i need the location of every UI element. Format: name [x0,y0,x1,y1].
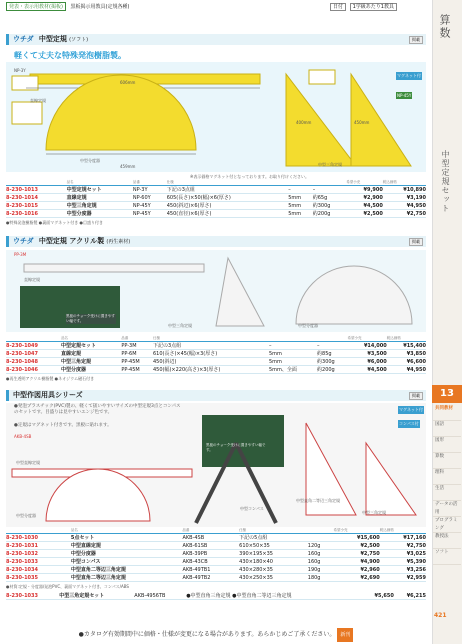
col-header: 希望小売 [348,336,387,342]
category-tag-2: 黒板掲示用教具(定規各種) [70,4,130,10]
product-spec: ●中型直角三角定規 ●中型直角二等辺三角定規 [186,592,361,600]
label-triangle: 中型三角定規 [318,162,342,167]
product-weight: 160g [308,558,334,566]
table-row [6,558,426,566]
product-attr: – [269,342,317,350]
footnote: ●特殊発泡樹脂製 ●裏面マグネット付き ●目盛り付き [6,220,103,225]
product-spec: 610(長さ)×45(幅)×3(厚さ) [153,350,269,358]
protractor-shape [296,266,412,324]
product-name: 中型三角定規 [61,358,121,366]
price-tax: ¥6,600 [387,358,426,366]
label-compass: 中型コンパス [240,506,264,511]
label-protractor: 中型分度器 [80,158,100,163]
product-attr: 5mm [288,202,313,210]
product-weight: 120g [308,542,334,550]
section-header [6,34,426,45]
side-menu-item[interactable]: プログラミング [433,517,461,533]
product-name: 中型分度器 [67,210,133,218]
product-name: 中型直線定規 [71,542,183,550]
order-number: 8-230-1014 [6,194,67,202]
table-row [6,592,426,600]
product-name: 直線定規 [67,194,133,202]
product-code: NP-45Y [133,202,167,210]
product-spec: 450(斜辺) [153,358,269,366]
category-tag: 発表・表示用教材(掲板) [6,2,66,11]
product-code: PP-45M [121,358,153,366]
order-number: 8-230-1013 [6,186,67,194]
straight-ruler-shape [24,264,204,272]
price: ¥6,000 [348,358,387,366]
order-number: 8-230-1031 [6,542,71,550]
product-attr: 5mm [269,350,317,358]
product-name: 5点セット [71,534,183,542]
price: ¥4,900 [334,558,380,566]
product-code: PP-6M [121,350,153,358]
col-header: 仕様 [167,180,289,186]
price-tax: ¥3,850 [387,350,426,358]
product-spec: 下記の5点組 [239,534,308,542]
price: ¥5,650 [362,592,394,600]
price: ¥2,750 [334,550,380,558]
price-tax: ¥6,215 [394,592,426,600]
label-triangle: 中型三角定規 [168,323,192,328]
product-weight: 約300g [313,202,347,210]
price: ¥2,500 [346,210,383,218]
dim-straight: 606mm [120,80,136,85]
section-header [6,236,426,247]
price: ¥15,600 [334,534,380,542]
spec-table-3 [6,528,426,582]
product-spec: 450(直径)×6(厚さ) [167,210,289,218]
brand-logo: ウチダ [13,237,34,245]
spec-table-2 [6,336,426,374]
order-number: 8-230-1033 [6,592,59,600]
price: ¥14,000 [348,342,387,350]
spec-table-1 [6,180,426,218]
top-right-tags [330,3,399,10]
section-suffix: (再生素材) [106,239,131,245]
product-code: NP-45Y [133,210,167,218]
brand-logo: ウチダ [13,35,34,43]
col-header: 仕様 [153,336,269,342]
product-attr: 5mm、全面 [269,366,317,374]
price-tax: ¥4,950 [387,366,426,374]
table-row [6,194,426,202]
price: ¥3,500 [348,350,387,358]
price-tax: ¥5,390 [380,558,426,566]
price-tax: ¥2,750 [383,210,426,218]
product-weight: – [313,186,347,194]
product-weight: – [317,342,348,350]
product-spec: 610×50×35 [239,542,308,550]
product-code: AKB-4956TB [134,592,186,600]
product-code: AKB-43CB [182,558,239,566]
side-menu-item[interactable]: ソフト [433,549,461,565]
product-spec: 430×280×35 [239,566,308,574]
table-row [6,342,426,350]
code-label: AKB-4SB [14,434,32,439]
chapter-number: 13 [432,385,462,403]
col-header: 品名 [71,528,183,534]
order-number: 8-230-1034 [6,566,71,574]
table-row [6,542,426,550]
spec-table-extra [6,592,426,600]
order-number: 8-230-1049 [6,342,61,350]
triangle-callout-box [309,70,335,84]
product-code: AKB-61SB [182,542,239,550]
price: ¥2,690 [334,574,380,582]
product-weight: 約200g [313,210,347,218]
product-spec: 450(斜辺)×6(厚さ) [167,202,289,210]
magnet-badge: マグネット付 [397,73,421,78]
dim-triangle-2: 450mm [354,120,370,125]
feature-1: ●発泡プラスチック(PVC)製の、軽くて扱いやすいサイズの中型定規3点とコンパスのセットです。目盛りは見やすいエンジ色です。 [14,404,181,415]
date-tag: 日付 [330,3,346,11]
soft-rulers-illustration [6,62,426,172]
label-straight: 直線定規 [24,277,40,282]
code-label: NP-3Y [14,68,26,73]
col-header: 希望小売 [346,180,383,186]
side-menu-item[interactable]: 共同教材 [433,405,461,421]
protractor-shape [46,75,196,150]
price-tax: ¥10,890 [383,186,426,194]
price-tax: ¥17,160 [380,534,426,542]
col-header: 品番 [121,336,153,342]
col-header: 品番 [182,528,239,534]
protractor-callout-box [12,102,42,124]
price-tax: ¥3,025 [380,550,426,558]
price: ¥2,500 [334,542,380,550]
product-code: AKB-49TB1 [182,566,239,574]
section-header [6,390,426,401]
callout-note: 黒板のチョーク受けに置きやすい幅です。 [66,314,115,323]
col-header: 希望小売 [334,528,380,534]
feature-2: ●定規はマグネット付きです。黒板に貼れます。 [14,423,112,428]
price: ¥4,500 [348,366,387,374]
table-row [6,186,426,194]
table-row [6,358,426,366]
section-drawing-tools [6,390,426,401]
side-menu-item[interactable]: 教授法 [433,533,461,549]
product-attr: – [288,186,313,194]
order-number: 8-230-1048 [6,358,61,366]
price-tax: ¥4,950 [383,202,426,210]
price: ¥2,960 [334,566,380,574]
product-weight: 約85g [317,350,348,358]
side-menu [433,405,461,565]
product-name: 中型直角二等辺三角定規 [71,574,183,582]
product-name: 中型分度器 [61,366,121,374]
product-image-area [6,62,426,172]
product-attr: 5mm [288,210,313,218]
product-code: NP-60Y [133,194,167,202]
product-code: PP-45M [121,366,153,374]
product-name: 中型直角二等辺三角定規 [71,566,183,574]
product-name: 直線定規 [61,350,121,358]
product-spec: 下記の3点組 [167,186,289,194]
col-header: 税込価格 [387,336,426,342]
page-number: 421 [434,612,447,619]
top-tags [6,2,129,11]
table-row [6,550,426,558]
product-code: NP-3Y [133,186,167,194]
magnet-badge: マグネット付 [399,407,423,412]
product-name: 中型定規セット [67,186,133,194]
table-row [6,350,426,358]
product-spec: 390×195×35 [239,550,308,558]
label-tri2: 中型三角定規 [362,510,386,515]
product-code: AKB-39PB [182,550,239,558]
label-straight: 直線定規 [30,98,46,103]
order-number: 8-230-1047 [6,350,61,358]
col-header: 税込価格 [383,180,426,186]
product-weight [308,534,334,542]
side-title: 算数 [438,14,451,40]
side-menu-item[interactable]: 理科 [433,469,461,485]
col-header: 品名 [67,180,133,186]
product-weight: 160g [308,550,334,558]
page-tag: 掲載 [409,36,423,44]
col-header: 仕様 [239,528,308,534]
col-header: 税込価格 [380,528,426,534]
product-name: 中型三角定規 [67,202,133,210]
product-code: PP-3M [121,342,153,350]
table-row [6,366,426,374]
product-spec: 430×180×40 [239,558,308,566]
label-protractor: 中型分度器 [298,323,318,328]
section-soft-rulers [6,34,426,45]
footer [0,628,432,644]
product-weight: 180g [308,574,334,582]
price: ¥4,500 [346,202,383,210]
triangle-shape-2 [366,443,416,515]
order-number: 8-230-1032 [6,550,71,558]
label-protractor: 中型分度器 [16,513,36,518]
product-name: 中型三角定規セット [59,592,134,600]
order-number: 8-230-1030 [6,534,71,542]
price-tax: ¥3,190 [383,194,426,202]
dim-protractor: 459mm [120,164,136,169]
product-spec: 605(長さ)×50(幅)×6(厚さ) [167,194,289,202]
product-name: 中型分度器 [71,550,183,558]
price: ¥9,900 [346,186,383,194]
product-name: 中型定規セット [61,342,121,350]
product-code: AKB-4SB [182,534,239,542]
label-straight: 中型直線定規 [16,460,40,465]
callout-note: 黒板のチョーク受けに置きやすい幅です。 [206,443,266,452]
side-menu-item[interactable]: 国語 [433,421,461,437]
triangle-shape [216,258,264,326]
price-tax: ¥2,750 [380,542,426,550]
order-number: 8-230-1033 [6,558,71,566]
footer-note: ●カタログ有効期間中に価格・仕様が変更になる場合があります。あらかじめご了承ください。 [78,631,336,638]
label-tri1: 中型直角二等辺三角定規 [296,498,340,503]
code-label: PP-3M [14,252,27,257]
dim-triangle-1: 400mm [296,120,312,125]
order-number: 8-230-1035 [6,574,71,582]
order-number: 8-230-1015 [6,202,67,210]
price-tax: ¥3,256 [380,566,426,574]
compass-badge: コンパス付 [399,421,419,426]
side-menu-item[interactable]: 図形 [433,437,461,453]
col-header: 品名 [61,336,121,342]
side-menu-item[interactable]: 生活 [433,485,461,501]
catch-copy: 軽くて丈夫な特殊発泡樹脂製。 [14,51,126,60]
magnet-note: ※表示価格マグネット付となっております。お取り付けください。 [190,174,309,179]
product-code: AKB-49TB2 [182,574,239,582]
section-acrylic-rulers [6,236,426,247]
product-spec: 下記の3点組 [153,342,269,350]
section-title: 中型定規 [38,35,67,43]
product-spec: 450(幅)×220(高さ)×3(厚さ) [153,366,269,374]
product-weight: 約200g [317,366,348,374]
side-subtitle: 中型定規セット [441,150,450,213]
product-weight: 約300g [317,358,348,366]
product-name: 中型コンパス [71,558,183,566]
page-tag: 掲載 [409,238,423,246]
product-attr: 5mm [269,358,317,366]
product-attr: 5mm [288,194,313,202]
table-row [6,534,426,542]
side-menu-item[interactable]: データの活用 [433,501,461,517]
page-tag: 掲載 [409,392,423,400]
price-tax: ¥15,400 [387,342,426,350]
order-number: 8-230-1016 [6,210,67,218]
order-number: 8-230-1046 [6,366,61,374]
product-weight: 190g [308,566,334,574]
section-title: 中型定規 アクリル製 [38,237,105,245]
price: ¥2,900 [346,194,383,202]
footnote: ●材質:定規・分度器/発泡PVC、裏面マグネット付き、コンパス/ABS [6,584,129,589]
product-weight: 約65g [313,194,347,202]
section-title: 中型作図用具シリーズ [13,391,83,399]
product-spec: 430×250×35 [239,574,308,582]
table-row [6,202,426,210]
section-suffix: (ソフト) [69,37,89,43]
table-row [6,210,426,218]
table-row [6,566,426,574]
class-tag: 1学級あたり1教具 [350,3,397,11]
col-header: 品番 [133,180,167,186]
table-row [6,574,426,582]
side-menu-item[interactable]: 算数 [433,453,461,469]
new-badge: 新刊 [337,628,353,642]
footnote: ●再生透明アクリル樹脂製 ●ネオジウム磁石付き [6,376,95,381]
price-tax: ¥2,959 [380,574,426,582]
env-badge: NP-45Y [397,93,412,98]
